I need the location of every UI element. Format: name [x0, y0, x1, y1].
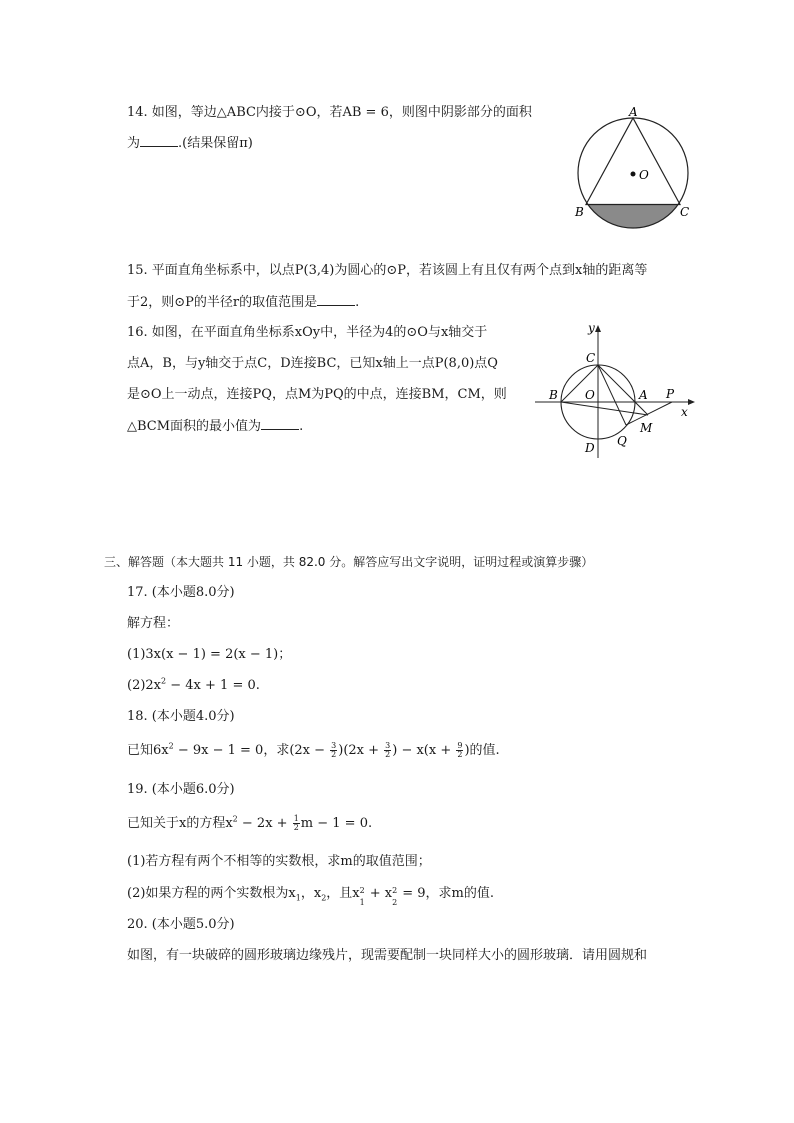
q15-line1: 15. 平面直角坐标系中，以点P(3,4)为圆心的⊙P，若该圆上有且仅有两个点到x轴的距离等	[127, 263, 648, 278]
q14-line2	[127, 134, 253, 153]
q18-f2-num: 3	[385, 741, 391, 750]
q16-line3: 是⊙O上一动点，连接PQ，点M为PQ的中点，连接BM，CM，则	[127, 387, 507, 402]
q19-fraction	[293, 815, 300, 832]
q19-text-b: − 2x +	[237, 816, 292, 831]
q16-label-x: x	[681, 405, 688, 419]
q16-label-B: B	[549, 388, 558, 402]
q19-item2-e: = 9，求m的值.	[398, 886, 495, 901]
q18-text-a: 已知6x	[127, 743, 169, 758]
q14-line1: 14. 如图，等边△ABC内接于⊙O，若AB = 6，则图中阴影部分的面积	[127, 105, 532, 120]
q19-sub3: 1	[359, 898, 365, 907]
section3-heading: 三、解答题（本大题共 11 小题，共 82.0 分。解答应写出文字说明，证明过程或演算步骤）	[104, 555, 594, 569]
q19-f-den: 2	[293, 823, 299, 832]
q17-item2-b: − 4x + 1 = 0.	[166, 678, 260, 693]
q16-label-Q: Q	[617, 434, 627, 448]
q14-triangle	[586, 118, 680, 205]
q16-line4-suffix: .	[299, 419, 304, 434]
q16-label-P: P	[666, 387, 675, 401]
q17-item2-a: (2)2x	[127, 678, 162, 693]
q16-label-C: C	[586, 351, 596, 365]
q14-center-dot	[631, 172, 636, 177]
q19-exp: 2	[232, 814, 238, 824]
q16-line4-prefix: △BCM面积的最小值为	[127, 419, 262, 434]
q16-line2: 点A，B，与y轴交于点C，D连接BC，已知x轴上一点P(8,0)点Q	[127, 356, 498, 371]
q15-line2-suffix: .	[355, 295, 360, 310]
q17-item2-exp: 2	[161, 676, 167, 686]
q19-item2-a: (2)如果方程的两个实数根为x	[127, 886, 296, 901]
q19-text-a: 已知关于x的方程x	[127, 816, 233, 831]
q15-line2	[127, 293, 359, 312]
q16-line1: 16. 如图，在平面直角坐标系xOy中，半径为4的⊙O与x轴交于	[127, 325, 488, 340]
q14-answer-blank	[140, 134, 178, 147]
q20-line1: 如图，有一块破碎的圆形玻璃边缘残片，现需要配制一块同样大小的圆形玻璃．请用圆规和	[127, 948, 648, 963]
q20-header: 20. (本小题5.0分)	[127, 917, 235, 932]
q16-figure	[535, 320, 700, 460]
q19-f-num: 1	[293, 814, 299, 823]
q18-fraction-3	[456, 742, 463, 759]
q16-label-y: y	[588, 321, 595, 335]
q19-text-c: m − 1 = 0.	[300, 816, 373, 831]
q17-prompt: 解方程：	[127, 616, 180, 631]
q16-label-M: M	[640, 421, 653, 435]
q14-label-B: B	[575, 205, 584, 219]
q15-answer-blank	[317, 293, 355, 306]
q18-f2-den: 2	[385, 750, 391, 759]
q18-text-b: − 9x − 1 = 0，求(2x −	[173, 743, 330, 758]
q14-label-C: C	[680, 205, 690, 219]
q18-text-d: ) − x(x +	[392, 743, 456, 758]
q19-sub2: 2	[321, 893, 327, 903]
q18-header: 18. (本小题4.0分)	[127, 709, 235, 724]
q19-header: 19. (本小题6.0分)	[127, 782, 235, 797]
q16-x-arrow	[688, 399, 695, 405]
q14-label-A: A	[629, 105, 638, 119]
q18-exp: 2	[168, 741, 174, 751]
q18-f1-num: 3	[331, 741, 337, 750]
q18-text-e: )的值.	[464, 743, 500, 758]
q19-sup4: 2	[392, 886, 398, 895]
q18-fraction-2	[384, 742, 391, 759]
q15-line2-prefix: 于2，则⊙P的半径r的取值范围是	[127, 295, 318, 310]
q16-label-O: O	[585, 388, 595, 402]
q16-label-D: D	[585, 441, 595, 455]
q19-item2-d: + x	[365, 886, 393, 901]
q17-item2	[127, 677, 260, 695]
q17-header: 17. (本小题8.0分)	[127, 585, 235, 600]
q16-answer-blank	[261, 417, 299, 430]
q18-f1-den: 2	[331, 750, 337, 759]
q19-sub4: 2	[392, 898, 398, 907]
q14-label-O: O	[639, 168, 649, 182]
q19-sup3: 2	[359, 886, 365, 895]
q19-item2	[127, 885, 495, 907]
q16-y-arrow	[595, 325, 601, 332]
q16-line4	[127, 417, 303, 436]
q18-text-c: )(2x +	[338, 743, 384, 758]
q18-f3-num: 9	[457, 741, 463, 750]
q18-fraction-1	[330, 742, 337, 759]
q19-item2-c: ，且x	[326, 886, 360, 901]
q14-line2-prefix: 为	[127, 136, 141, 151]
q16-label-A: A	[639, 388, 648, 402]
q19-item2-b: ，x	[300, 886, 322, 901]
q18-text	[127, 742, 500, 760]
q19-subsup-1	[359, 886, 366, 907]
q18-f3-den: 2	[457, 750, 463, 759]
q14-line2-suffix: .(结果保留π)	[178, 136, 253, 151]
q19-subsup-2	[392, 886, 398, 907]
q19-sub1: 1	[295, 893, 301, 903]
q19-item1: (1)若方程有两个不相等的实数根，求m的取值范围；	[127, 854, 431, 869]
q19-equation	[127, 815, 372, 833]
q14-figure	[570, 100, 700, 235]
q17-item1: (1)3x(x − 1) = 2(x − 1)；	[127, 647, 292, 662]
